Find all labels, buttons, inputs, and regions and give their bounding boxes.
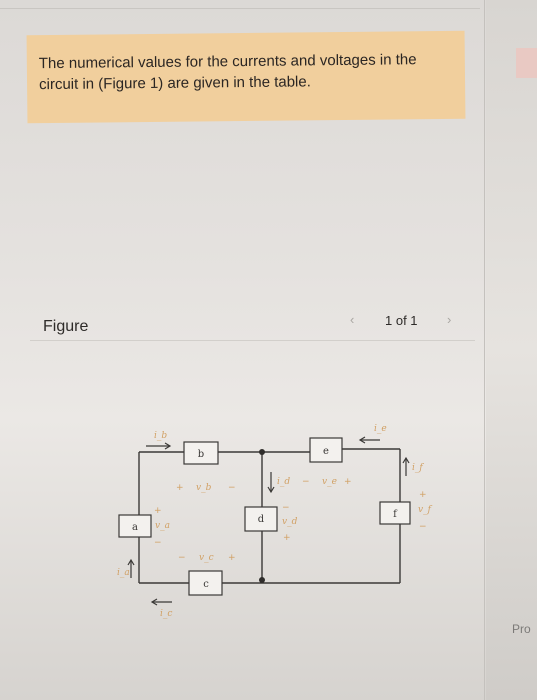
voltage-vc-label: v_c: [199, 553, 214, 563]
current-if-label: i_f: [412, 463, 423, 473]
voltage-vf-plus: +: [419, 490, 427, 500]
figure-page-count: 1 of 1: [385, 313, 418, 328]
element-a-label: a: [132, 522, 138, 533]
node-bottom: [259, 577, 265, 583]
voltage-ve-label: v_e: [322, 477, 337, 487]
chevron-right-icon[interactable]: ›: [447, 312, 452, 327]
voltage-va-label: v_a: [155, 521, 170, 531]
voltage-vb-label: v_b: [196, 483, 212, 493]
current-ia-label: i_a: [117, 568, 130, 578]
node-top: [259, 449, 265, 455]
voltage-vd-minus: −: [282, 503, 290, 513]
current-ic-arrow: [152, 599, 172, 605]
chevron-left-icon[interactable]: ‹: [350, 312, 355, 327]
current-ib-label: i_b: [154, 431, 168, 441]
voltage-vc-minus: −: [178, 553, 186, 563]
voltage-va-plus: +: [154, 506, 162, 516]
current-ie-arrow: [360, 437, 380, 443]
voltage-vf-minus: −: [419, 522, 427, 532]
current-id-label: i_d: [277, 477, 291, 487]
side-panel-text: Pro: [512, 622, 531, 636]
voltage-vd-label: v_d: [282, 517, 298, 527]
voltage-vb-plus: +: [176, 483, 184, 493]
element-c-label: c: [203, 579, 209, 590]
element-b-label: b: [197, 449, 205, 460]
problem-intro-text: The numerical values for the currents and voltages in the circuit in (Figure 1) are given in the table.: [38, 51, 417, 94]
element-e-label: e: [323, 446, 329, 457]
element-d-label: d: [257, 514, 265, 525]
current-ic-label: i_c: [160, 609, 173, 619]
voltage-vf-label: v_f: [418, 505, 431, 515]
current-ib-arrow: [146, 443, 170, 449]
element-f-label: f: [393, 509, 397, 520]
voltage-ve-minus: −: [302, 477, 310, 487]
voltage-ve-plus: +: [344, 477, 352, 487]
voltage-va-minus: −: [154, 538, 162, 548]
current-ie-label: i_e: [374, 424, 387, 434]
current-if-arrow: [403, 458, 409, 476]
figure-title: Figure: [43, 318, 89, 335]
current-id-arrow: [268, 472, 274, 492]
voltage-vb-minus: −: [228, 483, 236, 493]
voltage-vd-plus: +: [283, 533, 291, 543]
voltage-vc-plus: +: [228, 553, 236, 563]
